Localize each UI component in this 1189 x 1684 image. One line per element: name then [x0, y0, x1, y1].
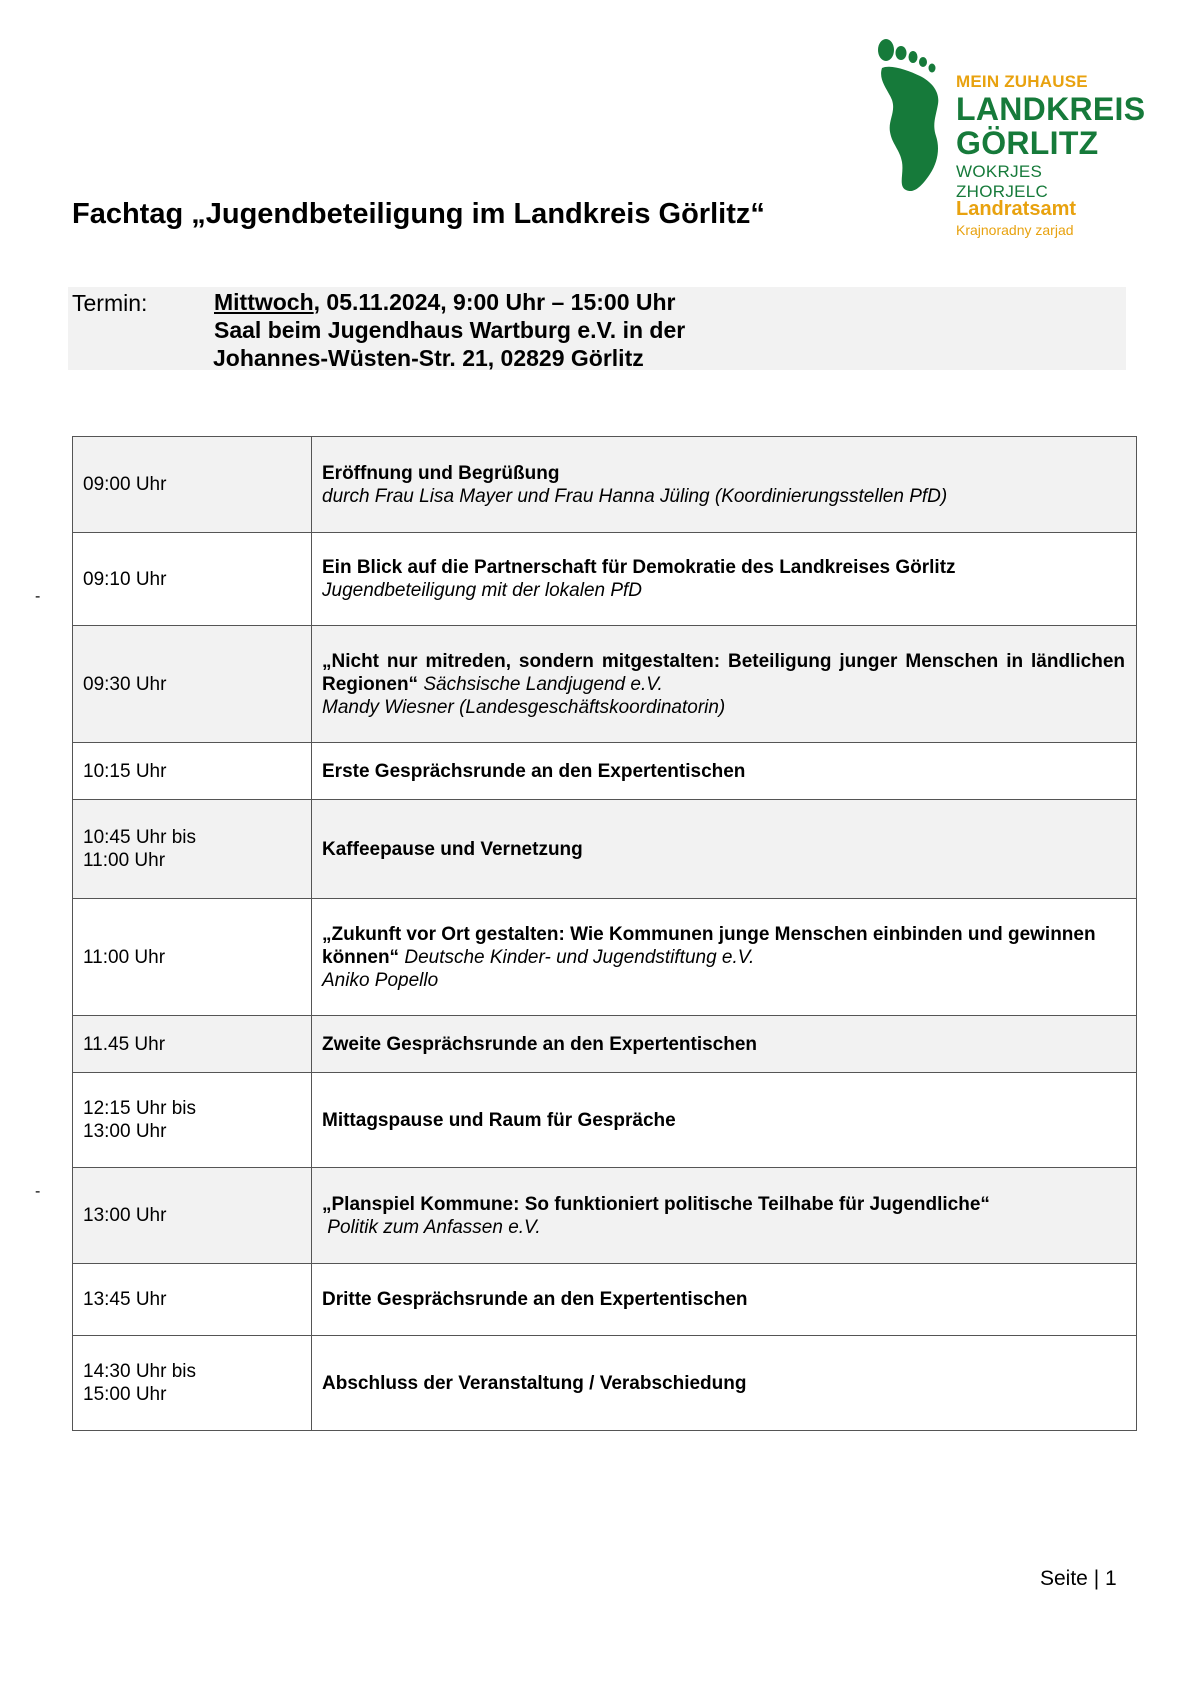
agenda-title: „Planspiel Kommune: So funktioniert politische Teilhabe für Jugendliche“ — [322, 1193, 990, 1215]
margin-mark: - — [35, 588, 41, 605]
termin-date-time: , 05.11.2024, 9:00 Uhr – 15:00 Uhr — [313, 289, 676, 315]
agenda-organisation: Sächsische Landjugend e.V. — [418, 673, 663, 695]
agenda-row — [73, 437, 1137, 533]
agenda-title: Kaffeepause und Vernetzung — [322, 838, 583, 860]
agenda-time: 09:30 Uhr — [73, 626, 312, 743]
agenda-row — [73, 1073, 1137, 1168]
agenda-speaker: Mandy Wiesner (Landesgeschäftskoordinatorin) — [322, 696, 726, 718]
agenda-description — [312, 743, 1137, 800]
agenda-time: 09:10 Uhr — [73, 533, 312, 626]
agenda-time: 14:30 Uhr bis 15:00 Uhr — [73, 1336, 312, 1431]
agenda-title: Mittagspause und Raum für Gespräche — [322, 1109, 676, 1131]
agenda-organisation: Deutsche Kinder- und Jugendstiftung e.V. — [399, 946, 755, 968]
agenda-time: 13:00 Uhr — [73, 1168, 312, 1264]
agenda-description — [312, 1016, 1137, 1073]
agenda-row — [73, 899, 1137, 1016]
agenda-time: 11.45 Uhr — [73, 1016, 312, 1073]
agenda-organisation: Politik zum Anfassen e.V. — [322, 1216, 541, 1238]
logo-landkreis: LANDKREIS — [956, 91, 1146, 127]
agenda-row — [73, 1016, 1137, 1073]
agenda-description — [312, 437, 1137, 533]
agenda-speaker: Jugendbeteiligung mit der lokalen PfD — [322, 580, 643, 601]
agenda-row — [73, 1264, 1137, 1336]
termin-block — [68, 287, 1126, 370]
logo-office: Landratsamt — [956, 198, 1077, 220]
agenda-time: 12:15 Uhr bis 13:00 Uhr — [73, 1073, 312, 1168]
logo-sorbian-name: WOKRJES ZHORJELC — [956, 162, 1049, 201]
agenda-title: „Nicht nur mitreden, sondern mitgestalten: Beteiligung junger Menschen in ländlichen Regionen“ — [322, 650, 1125, 695]
margin-mark: - — [35, 1183, 41, 1200]
termin-day: Mittwoch — [214, 289, 314, 315]
agenda-row — [73, 626, 1137, 743]
agenda-speaker: durch Frau Lisa Mayer und Frau Hanna Jüling (Koordinierungsstellen PfD) — [322, 485, 948, 507]
agenda-description — [312, 1168, 1137, 1264]
page-number: Seite | 1 — [1040, 1567, 1117, 1590]
agenda-title-line — [322, 650, 1125, 696]
agenda-title: Dritte Gesprächsrunde an den Expertentischen — [322, 1289, 748, 1310]
termin-date — [214, 289, 676, 316]
agenda-time: 09:00 Uhr — [73, 437, 312, 533]
agenda-title-line — [322, 923, 1125, 969]
agenda-title: Ein Blick auf die Partnerschaft für Demokratie des Landkreises Görlitz — [322, 557, 956, 578]
logo-tagline: MEIN ZUHAUSE — [956, 72, 1088, 91]
termin-label: Termin: — [72, 290, 148, 316]
agenda-row — [73, 1336, 1137, 1431]
footprint-icon — [876, 36, 952, 196]
agenda-description — [312, 1336, 1137, 1431]
termin-address: Johannes-Wüsten-Str. 21, 02829 Görlitz — [213, 345, 644, 371]
agenda-time: 11:00 Uhr — [73, 899, 312, 1016]
agenda-description — [312, 533, 1137, 626]
agenda-description — [312, 800, 1137, 899]
agenda-time: 13:45 Uhr — [73, 1264, 312, 1336]
agenda-table — [72, 436, 1137, 1431]
logo-office-sorbian: Krajnoradny zarjad — [956, 222, 1074, 238]
agenda-row — [73, 743, 1137, 800]
agenda-row — [73, 800, 1137, 899]
agenda-description — [312, 1073, 1137, 1168]
termin-venue: Saal beim Jugendhaus Wartburg e.V. in der — [214, 317, 686, 343]
agenda-description — [312, 899, 1137, 1016]
agenda-row — [73, 1168, 1137, 1264]
logo-goerlitz: GÖRLITZ — [956, 125, 1099, 161]
agenda-row — [73, 533, 1137, 626]
agenda-description — [312, 1264, 1137, 1336]
agenda-time: 10:45 Uhr bis 11:00 Uhr — [73, 800, 312, 899]
page-title: Fachtag „Jugendbeteiligung im Landkreis Görlitz“ — [72, 198, 765, 230]
agenda-time: 10:15 Uhr — [73, 743, 312, 800]
agenda-speaker: Aniko Popello — [322, 969, 439, 991]
agenda-title: Eröffnung und Begrüßung — [322, 462, 560, 484]
agenda-description — [312, 626, 1137, 743]
agenda-title: Erste Gesprächsrunde an den Expertentischen — [322, 760, 746, 782]
agenda-title: Abschluss der Veranstaltung / Verabschiedung — [322, 1372, 747, 1394]
agenda-title: Zweite Gesprächsrunde an den Expertentischen — [322, 1033, 758, 1055]
agenda-title: „Zukunft vor Ort gestalten: Wie Kommunen junge Menschen einbinden und gewinnen können“ — [322, 923, 1096, 968]
landkreis-logo — [876, 36, 1146, 246]
